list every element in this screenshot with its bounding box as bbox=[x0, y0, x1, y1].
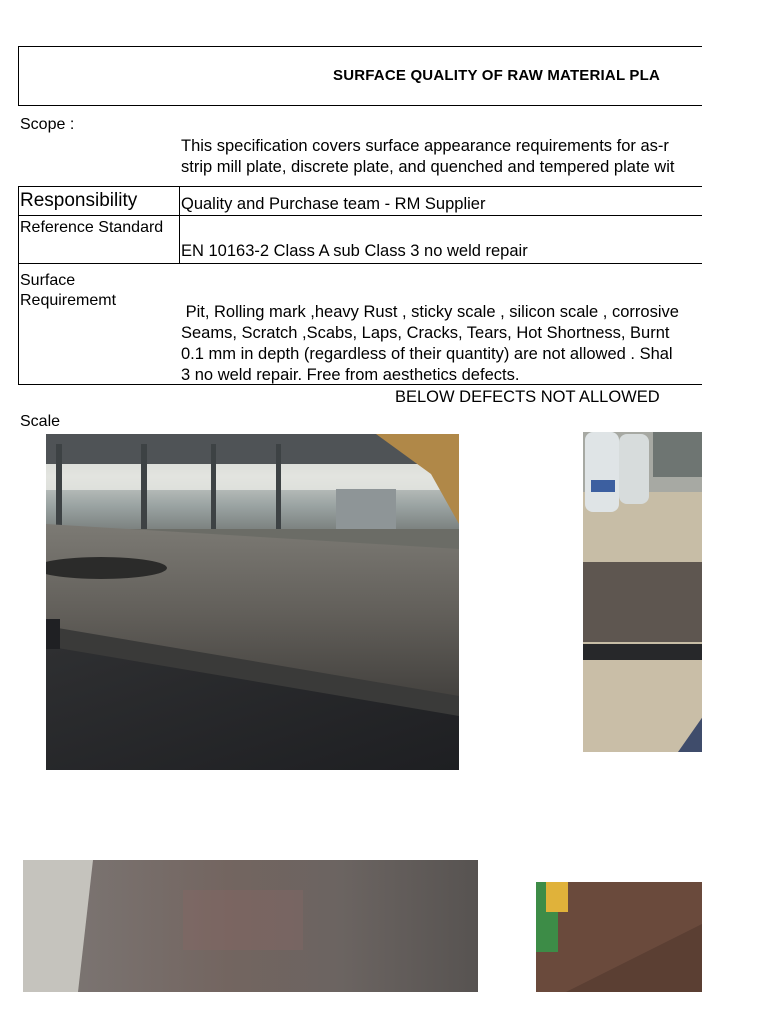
table-column-divider bbox=[179, 186, 180, 264]
surface-requirement-label-line-1: Surface bbox=[20, 272, 76, 289]
title-box-left-border bbox=[18, 46, 19, 106]
responsibility-label: Responsibility bbox=[20, 190, 138, 211]
scale-label: Scale bbox=[20, 413, 61, 430]
scale-defect-photo-4 bbox=[536, 882, 702, 992]
surface-requirement-line-2: Seams, Scratch ,Scabs, Laps, Cracks, Tears, Hot Shortness, Burnt bbox=[181, 324, 670, 342]
surface-requirement-label-line-2: Requirememt bbox=[20, 292, 117, 309]
defects-heading: BELOW DEFECTS NOT ALLOWED bbox=[395, 388, 660, 406]
scale-defect-photo-2 bbox=[583, 432, 702, 752]
title-box-top-border bbox=[18, 46, 702, 47]
scale-defect-photo-3 bbox=[23, 860, 478, 992]
title-box-bottom-border bbox=[18, 105, 702, 106]
document-title: SURFACE QUALITY OF RAW MATERIAL PLA bbox=[333, 67, 661, 84]
table-row-divider-2 bbox=[18, 263, 702, 264]
scope-text-line-1: This specification covers surface appearance requirements for as-r bbox=[181, 137, 669, 155]
scope-text-line-2: strip mill plate, discrete plate, and quenched and tempered plate wit bbox=[181, 158, 675, 176]
table-top-border bbox=[18, 186, 702, 187]
surface-requirement-line-3: 0.1 mm in depth (regardless of their quantity) are not allowed . Shal bbox=[181, 345, 673, 363]
reference-standard-label: Reference Standard bbox=[20, 219, 164, 236]
surface-requirement-line-4: 3 no weld repair. Free from aesthetics defects. bbox=[181, 366, 520, 384]
table-left-border bbox=[18, 186, 19, 385]
table-row-divider-1 bbox=[18, 215, 702, 216]
surface-requirement-line-1: Pit, Rolling mark ,heavy Rust , sticky scale , silicon scale , corrosive bbox=[181, 303, 679, 321]
responsibility-value: Quality and Purchase team - RM Supplier bbox=[181, 195, 486, 213]
scale-defect-photo-1 bbox=[46, 434, 459, 770]
reference-standard-value: EN 10163-2 Class A sub Class 3 no weld repair bbox=[181, 242, 528, 260]
scope-label: Scope : bbox=[20, 116, 75, 133]
